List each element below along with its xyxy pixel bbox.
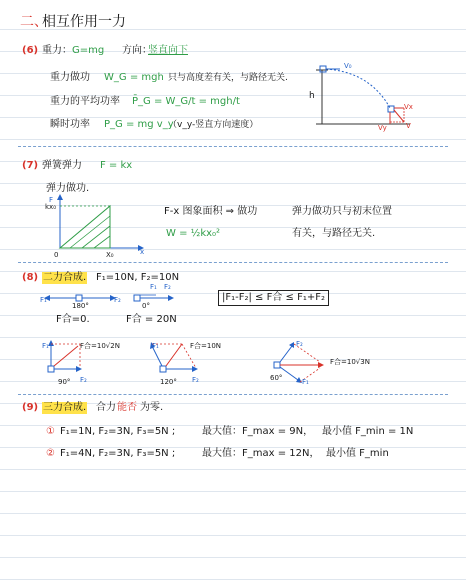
d2-f1-label: F₁ xyxy=(150,283,157,291)
d2-angle: 0° xyxy=(142,302,150,310)
s7-area-formula: W = ½kx₀² xyxy=(166,228,221,239)
s8-number: (8) xyxy=(22,272,39,283)
s6-number: (6) xyxy=(22,45,39,56)
s7-work-label: 弹力做功. xyxy=(46,183,90,194)
s9-row1-min: 最小值 F_min = 1N xyxy=(322,426,414,437)
d2-f2-label: F₂ xyxy=(164,283,171,291)
s9-question-key: 能否 xyxy=(117,402,137,413)
s7-area-text: F-x 图象面积 ⇒ 做功 xyxy=(164,206,258,217)
d1-f1-label: F₁ xyxy=(40,296,47,304)
graph-origin-label: 0 xyxy=(54,251,59,259)
fig-v0-label: V₀ xyxy=(344,62,352,70)
s9-row2-forces: F₁=4N, F₂=3N, F₃=5N ; xyxy=(60,448,176,459)
fig-v-label: V xyxy=(406,122,411,130)
diagram-0 xyxy=(128,288,188,308)
d4-result: F合=10N xyxy=(190,342,222,350)
s6-avg-power-label: 重力的平均功率 xyxy=(50,96,120,107)
s7-note-line1: 弹力做功只与初末位置 xyxy=(292,206,392,217)
s9-row2-number: ② xyxy=(46,448,55,459)
fig-h-label: h xyxy=(309,91,315,101)
d3-f1-label: F₁ xyxy=(42,342,49,350)
d4-f1-label: F₁ xyxy=(152,342,159,350)
d4-f2-label: F₂ xyxy=(192,376,199,384)
force-extension-graph xyxy=(40,196,150,254)
s6-work-note: 只与高度差有关，与路径无关. xyxy=(168,73,288,83)
s8-label: 二力合成. xyxy=(43,272,87,283)
s6-direction-value: 竖直向下 xyxy=(148,45,188,56)
s7-formula: F = kx xyxy=(100,160,133,171)
s6-inst-power-formula: P_G = mg v_y xyxy=(104,119,174,130)
d1-result: F合=0. xyxy=(56,314,90,325)
s6-inst-power-note: （v_y-竖直方向速度） xyxy=(168,120,259,130)
s9-row1-number: ① xyxy=(46,426,55,437)
s6-inst-power-label: 瞬时功率 xyxy=(50,119,90,130)
projectile-figure xyxy=(300,60,420,140)
s7-note-line2: 有关，与路径无关. xyxy=(292,228,376,239)
d4-angle: 120° xyxy=(160,378,177,386)
d5-angle: 60° xyxy=(270,374,283,382)
s8-given: F₁=10N, F₂=10N xyxy=(96,272,180,283)
divider xyxy=(18,394,448,395)
s9-row1-forces: F₁=1N, F₂=3N, F₃=5N ; xyxy=(60,426,176,437)
s6-avg-power-formula: P̄_G = W_G/t = mgh/t xyxy=(132,96,240,107)
s9-question-post: 为零. xyxy=(140,402,164,413)
graph-x-label: x xyxy=(140,248,145,256)
page-title: 相互作用一力 xyxy=(42,14,126,30)
divider xyxy=(18,262,448,263)
d1-f2-label: F₂ xyxy=(114,296,121,304)
s9-row2-max: 最大值：F_max = 12N， xyxy=(202,448,320,459)
d2-result: F合 = 20N xyxy=(126,314,177,325)
title-marker: 二、 xyxy=(20,14,48,30)
s9-row1-max: 最大值：F_max = 9N， xyxy=(202,426,314,437)
d3-f2-label: F₂ xyxy=(80,376,87,384)
s6-gravity-formula: G=mg xyxy=(72,45,105,56)
graph-kx0-label: kx₀ xyxy=(45,203,57,211)
s9-number: (9) xyxy=(22,402,39,413)
s6-gravity-label: 重力： xyxy=(42,45,72,56)
s9-label: 三力合成. xyxy=(43,402,87,413)
d5-f1-label: F₁ xyxy=(302,378,309,386)
fig-vx-label: Vx xyxy=(404,103,413,111)
d5-result: F合=10√3N xyxy=(330,358,370,366)
graph-x0-label: X₀ xyxy=(106,251,114,259)
s8-inequality: |F₁-F₂| ≤ F合 ≤ F₁+F₂ xyxy=(218,290,329,306)
fig-vy-label: Vy xyxy=(378,124,387,132)
graph-y-label: F xyxy=(49,196,54,204)
s7-number: (7) xyxy=(22,160,39,171)
s9-question-pre: 合力 xyxy=(96,402,116,413)
s6-work-formula: W_G = mgh xyxy=(104,72,164,83)
s9-row2-min: 最小值 F_min xyxy=(326,448,389,459)
divider xyxy=(18,146,448,147)
d3-result: F合=10√2N xyxy=(80,342,120,350)
d3-angle: 90° xyxy=(58,378,71,386)
s7-label: 弹簧弹力 xyxy=(42,160,82,171)
d5-f2-label: F₂ xyxy=(296,340,303,348)
d1-angle: 180° xyxy=(72,302,89,310)
s6-direction-label: 方向： xyxy=(122,45,152,56)
s6-work-label: 重力做功 xyxy=(50,72,90,83)
